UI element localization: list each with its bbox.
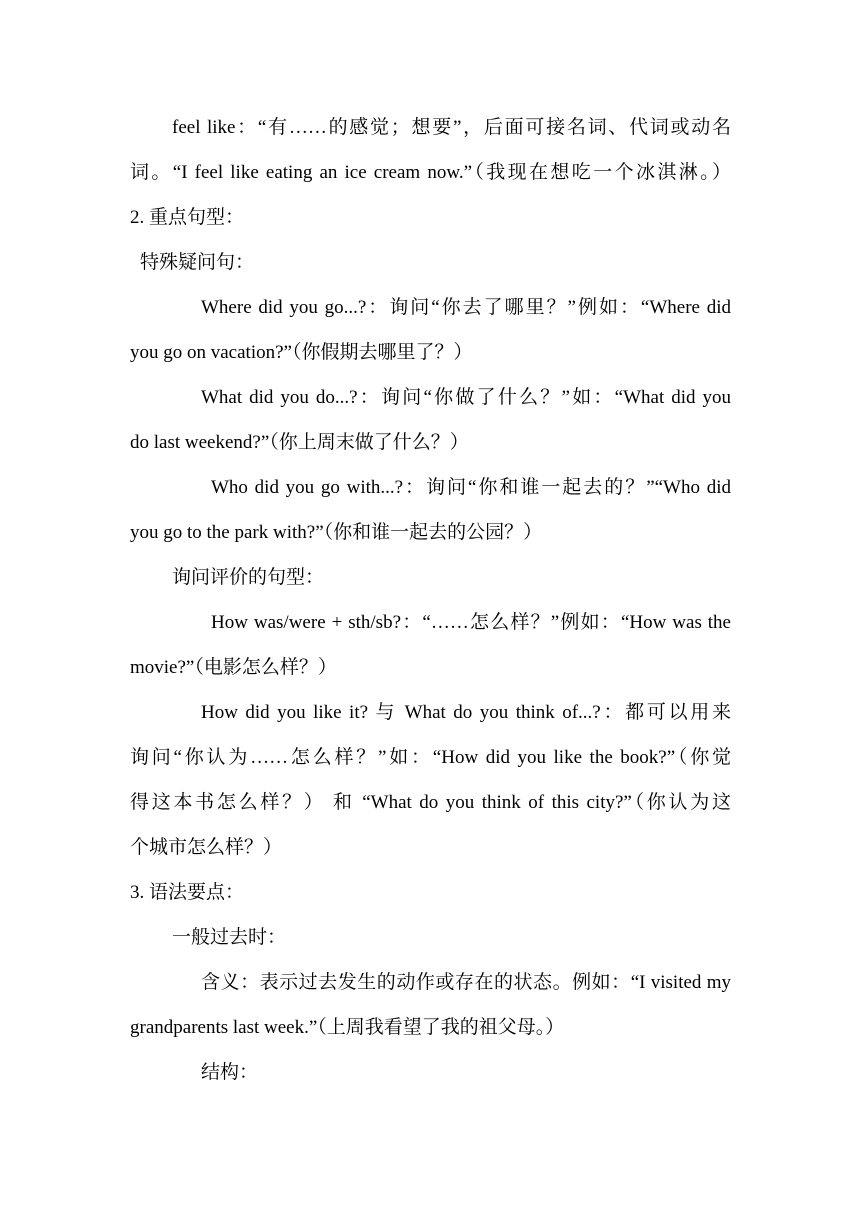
paragraph-who-line-1: Who did you go with...?：询问“你和谁一起去的？”“Who did <box>211 477 731 498</box>
subheading-simple-past: 一般过去时： <box>172 927 287 948</box>
paragraph-how-was-line-1: How was/were + sth/sb?：“……怎么样？”例如：“How was the <box>211 612 731 633</box>
paragraph-where-line-2: you go on vacation?”（你假期去哪里了？） <box>130 342 473 363</box>
paragraph-how-did-line-3: 得这本书怎么样？） 和 “What do you think of this city?”（你认为这 <box>130 792 731 813</box>
paragraph-what-line-1: What did you do...?：询问“你做了什么？”如：“What did you <box>201 387 731 408</box>
paragraph-how-did-line-4: 个城市怎么样？） <box>130 837 283 858</box>
paragraph-feel-like-line-1: feel like：“有……的感觉；想要”，后面可接名词、代词或动名 <box>172 117 731 138</box>
paragraph-how-was-line-2: movie?”（电影怎么样？） <box>130 657 337 678</box>
paragraph-meaning-line-1: 含义：表示过去发生的动作或存在的状态。例如：“I visited my <box>201 972 731 993</box>
section-heading-key-sentences: 2. 重点句型： <box>130 207 245 228</box>
paragraph-how-did-line-1: How did you like it? 与 What do you think of...?：都可以用来 <box>201 702 731 723</box>
paragraph-how-did-line-2: 询问“你认为……怎么样？”如：“How did you like the book?”（你觉 <box>130 747 731 768</box>
subheading-special-questions: 特殊疑问句： <box>140 252 255 273</box>
paragraph-what-line-2: do last weekend?”（你上周末做了什么？） <box>130 432 469 453</box>
section-heading-grammar: 3. 语法要点： <box>130 882 245 903</box>
paragraph-where-line-1: Where did you go...?：询问“你去了哪里？”例如：“Where did <box>201 297 731 318</box>
structure-label: 结构： <box>201 1062 259 1083</box>
paragraph-meaning-line-2: grandparents last week.”（上周我看望了我的祖父母。） <box>130 1017 565 1038</box>
paragraph-who-line-2: you go to the park with?”（你和谁一起去的公园？） <box>130 522 543 543</box>
subheading-evaluation-questions: 询问评价的句型： <box>172 567 325 588</box>
paragraph-feel-like-line-2: 词。“I feel like eating an ice cream now.”（我现在想吃一个冰淇淋。） <box>130 162 731 183</box>
